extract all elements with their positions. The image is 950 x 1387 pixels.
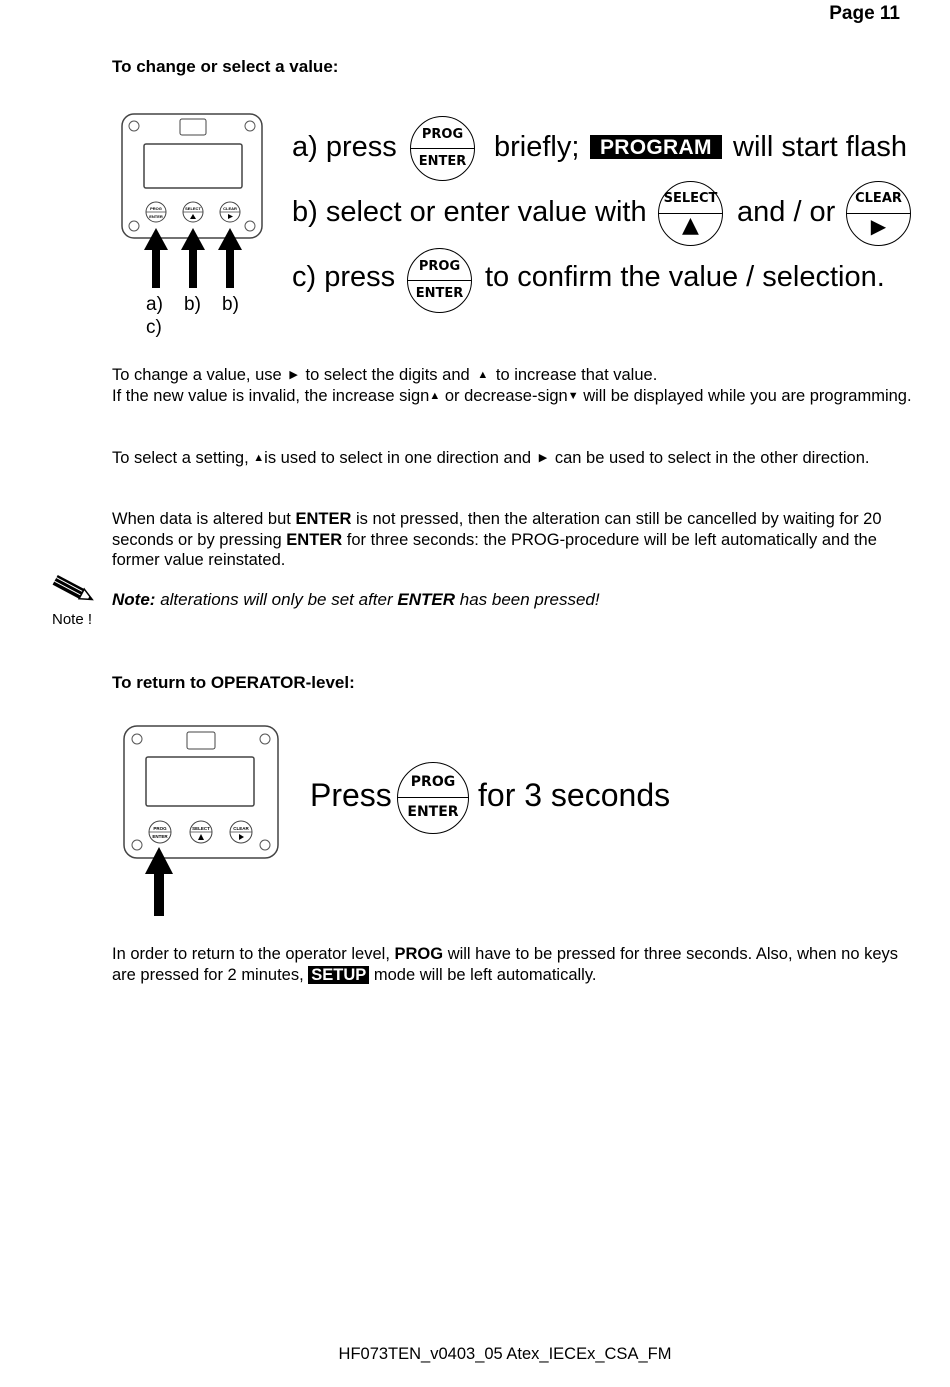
arrow-label-b1: b) — [184, 294, 201, 315]
paragraph-change-value: To change a value, use ▶ to select the digits and ▲ to increase that value. If the new value is invalid, the increase sign▲ or decrease-sign▼ will be displayed while you are programming. — [112, 366, 912, 405]
prog-enter-button-c — [407, 248, 472, 313]
step-c-prefix: c) press — [292, 261, 396, 293]
note-label: Note ! — [52, 611, 93, 628]
down-arrow-icon: ▼ — [567, 389, 579, 402]
step-b-mid: and / or — [737, 196, 836, 228]
prog-enter-button-a — [410, 116, 475, 181]
device-clear-key — [230, 821, 252, 843]
device-illustration-1 — [118, 110, 268, 300]
prog-enter-button-operator — [397, 762, 469, 834]
step-a-prefix: a) press — [292, 131, 397, 163]
device-illustration-2 — [120, 722, 282, 922]
enter-label: ENTER — [418, 154, 467, 169]
up-arrow-icon: ▲ — [253, 452, 265, 464]
device-clear-key — [220, 202, 240, 222]
right-triangle-icon: ▶ — [870, 214, 887, 238]
select-label: SELECT — [663, 191, 718, 206]
device-prog-key-label: PROG — [153, 826, 167, 831]
page-number: Page 11 — [829, 3, 900, 24]
device-select-key — [190, 821, 212, 843]
device-prog-key-label: PROG — [150, 206, 162, 211]
arrow-label-b2: b) — [222, 294, 239, 315]
select-button — [658, 181, 723, 246]
clear-label: CLEAR — [855, 191, 902, 206]
press-label: Press — [310, 777, 392, 813]
device-select-key — [183, 202, 203, 222]
step-b-prefix: b) select or enter value with — [292, 196, 647, 228]
section-title-operator-level: To return to OPERATOR-level: — [112, 673, 355, 692]
device-clear-key-label: CLEAR — [233, 826, 249, 831]
paragraph-select-setting: To select a setting, ▲is used to select in one direction and ▶ can be used to select in the other direction. — [112, 449, 870, 467]
step-c-suffix: to confirm the value / selection. — [485, 261, 885, 293]
setup-badge: SETUP — [308, 966, 369, 984]
enter-label: ENTER — [407, 804, 459, 820]
program-badge: PROGRAM — [590, 136, 722, 160]
note-text: Note: alterations will only be set after ENTER has been pressed! — [112, 590, 600, 609]
paragraph-altered-data: When data is altered but ENTER is not pressed, then the alteration can still be cancelled by waiting for 20 seconds or by pressing ENTER for three seconds: the PROG-procedure will be left automatically and the former value reinstated. — [112, 510, 882, 569]
arrow-label-c: c) — [146, 317, 162, 338]
right-arrow-icon: ▶ — [286, 369, 301, 381]
prog-label: PROG — [418, 259, 461, 274]
right-arrow-icon: ▶ — [535, 452, 551, 464]
for-3-seconds-label: for 3 seconds — [478, 777, 671, 813]
device-clear-key-label: CLEAR — [223, 206, 237, 211]
prog-label: PROG — [410, 774, 456, 790]
up-arrow-icon: ▲ — [429, 389, 441, 402]
paragraph-return-operator: In order to return to the operator level, PROG will have to be pressed for three seconds. Also, when no keys are pressed for 2 minutes, SETUP mode will be left automatically. — [112, 945, 899, 984]
device-enter-key-label: ENTER — [152, 834, 168, 839]
device-select-key-label: SELECT — [192, 826, 210, 831]
enter-label: ENTER — [415, 286, 464, 301]
device-prog-key — [149, 821, 171, 843]
step-a-mid: briefly; — [494, 131, 580, 163]
up-arrow-icon: ▲ — [474, 369, 492, 381]
arrow-label-a: a) — [146, 294, 163, 315]
prog-label: PROG — [421, 127, 464, 142]
device-enter-key-label: ENTER — [149, 214, 163, 219]
device-select-key-label: SELECT — [185, 206, 201, 211]
up-triangle-icon: ▲ — [682, 213, 699, 238]
footer-doc-id: HF073TEN_v0403_05 Atex_IECEx_CSA_FM — [338, 1345, 672, 1363]
pencil-icon — [48, 572, 98, 610]
device-prog-key — [146, 202, 166, 222]
section-title-change-value: To change or select a value: — [112, 57, 339, 76]
step-a-suffix: will start flash — [733, 131, 908, 163]
clear-button — [846, 181, 911, 246]
